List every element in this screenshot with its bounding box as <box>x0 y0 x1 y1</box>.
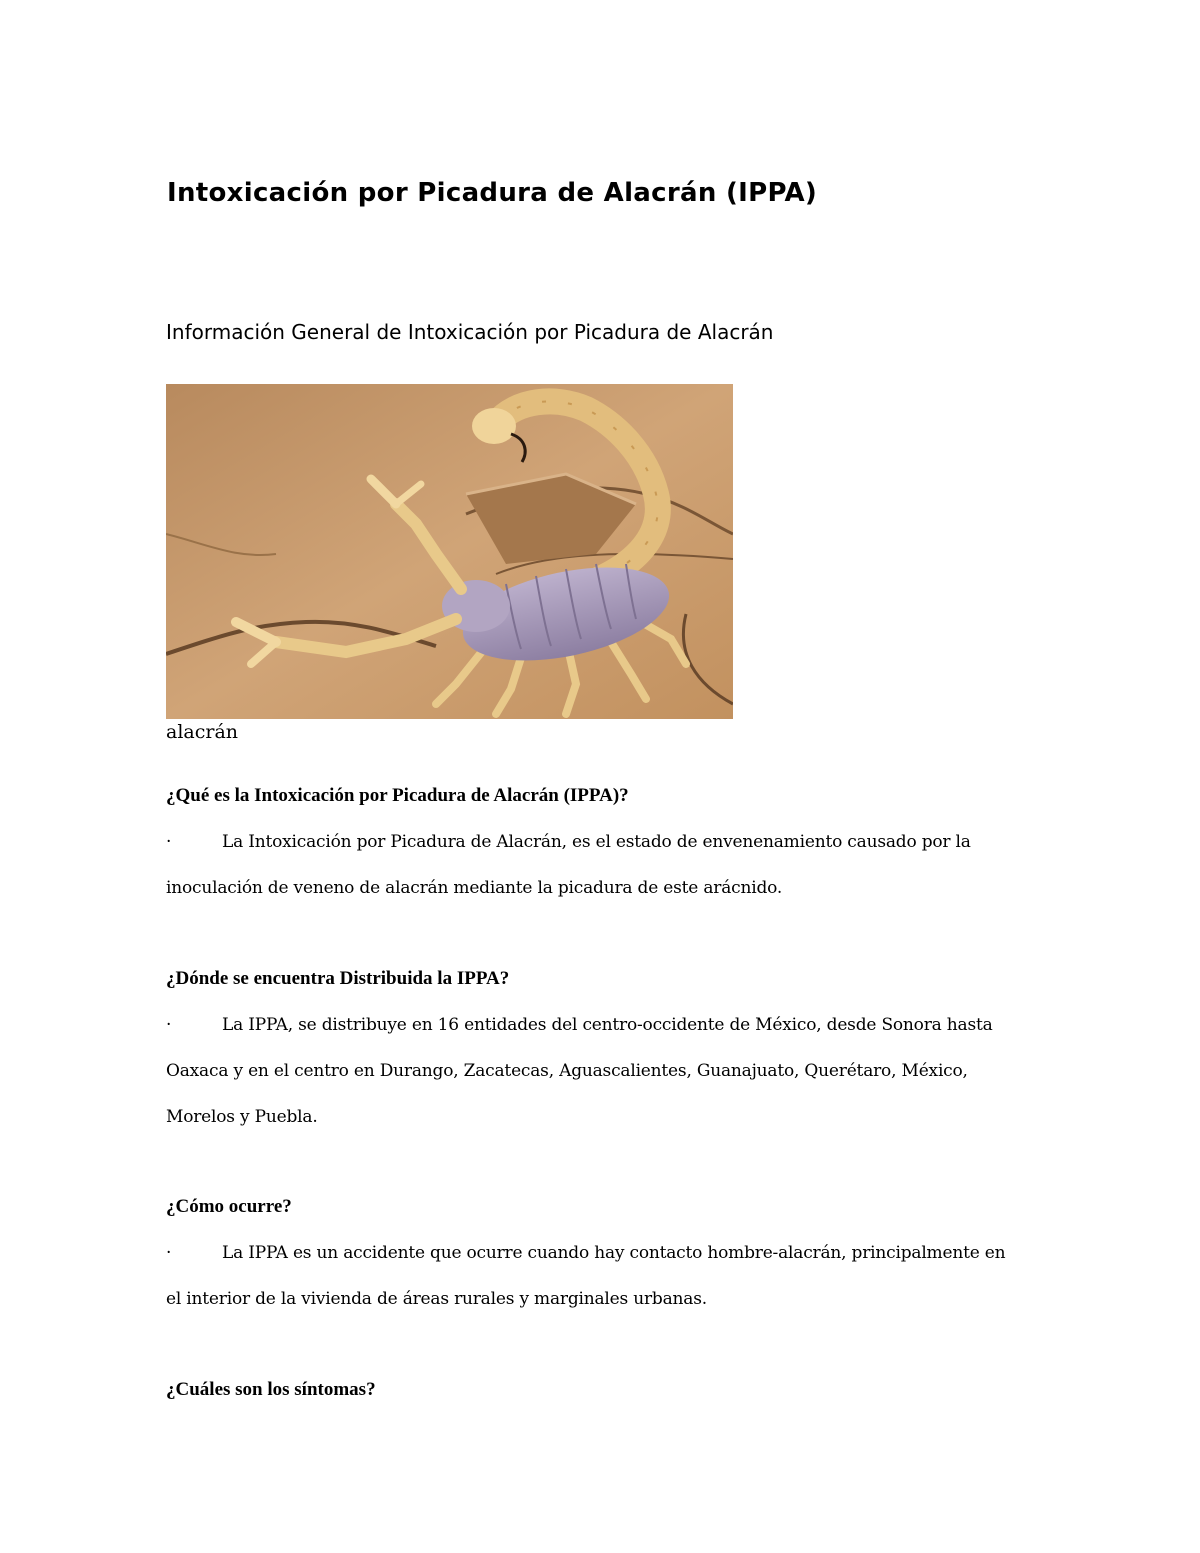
section-text-line: Oaxaca y en el centro en Durango, Zacatecas, Aguascalientes, Guanajuato, Querétaro, México, <box>166 1061 968 1081</box>
scorpion-illustration <box>166 384 733 719</box>
scorpion-photo <box>166 384 733 719</box>
bullet-marker: · <box>166 1015 172 1035</box>
bullet-marker: · <box>166 832 172 852</box>
section-heading-que-es: ¿Qué es la Intoxicación por Picadura de Alacrán (IPPA)? <box>166 785 629 806</box>
section-text-line: La IPPA es un accidente que ocurre cuando hay contacto hombre-alacrán, principalmente en <box>222 1243 1006 1263</box>
bullet-marker: · <box>166 1243 172 1263</box>
section-heading-como-ocurre: ¿Cómo ocurre? <box>166 1196 292 1217</box>
document-subtitle: Información General de Intoxicación por Picadura de Alacrán <box>166 320 774 344</box>
section-text-line: el interior de la vivienda de áreas rurales y marginales urbanas. <box>166 1289 707 1309</box>
section-heading-donde: ¿Dónde se encuentra Distribuida la IPPA? <box>166 968 510 989</box>
section-text-line: inoculación de veneno de alacrán mediante la picadura de este arácnido. <box>166 878 783 898</box>
document-title: Intoxicación por Picadura de Alacrán (IPPA) <box>167 178 818 208</box>
section-heading-sintomas: ¿Cuáles son los síntomas? <box>166 1379 376 1400</box>
section-text-line: La Intoxicación por Picadura de Alacrán, es el estado de envenenamiento causado por la <box>222 832 971 852</box>
image-caption: alacrán <box>166 721 239 743</box>
section-text-line: Morelos y Puebla. <box>166 1107 318 1127</box>
section-text-line: La IPPA, se distribuye en 16 entidades del centro-occidente de México, desde Sonora hasta <box>222 1015 993 1035</box>
